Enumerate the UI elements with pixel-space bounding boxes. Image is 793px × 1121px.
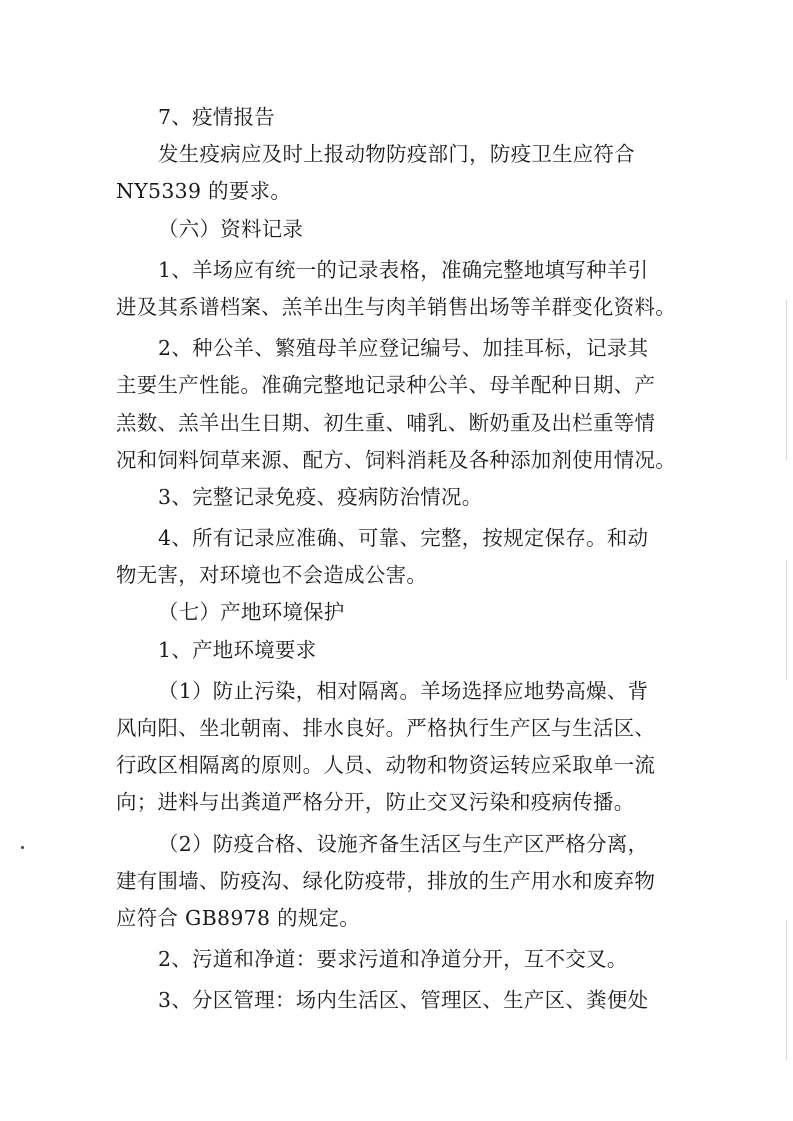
scan-edge-mark <box>786 300 787 460</box>
paragraph-line: 1、羊场应有统一的记录表格，准确完整地填写种羊引 <box>158 257 649 282</box>
paragraph-line: 向；进料与出粪道严格分开，防止交叉污染和疫病传播。 <box>116 790 635 815</box>
paragraph-line: （2）防疫合格、设施齐备生活区与生产区严格分离， <box>158 831 649 856</box>
paragraph-line: 发生疫病应及时上报动物防疫部门，防疫卫生应符合 <box>158 142 636 167</box>
paragraph-line: 2、污道和净道：要求污道和净道分开，互不交叉。 <box>158 947 628 972</box>
scan-speck <box>21 846 24 849</box>
paragraph-line: 4、所有记录应准确、可靠、完整，按规定保存。和动 <box>158 526 649 551</box>
subsection-heading-environment-requirements: 1、产地环境要求 <box>158 637 317 662</box>
paragraph-line: 物无害，对环境也不会造成公害。 <box>116 563 428 588</box>
scan-edge-mark <box>786 560 787 680</box>
subsection-heading-epidemic-report: 7、疫情报告 <box>158 105 276 129</box>
paragraph-line: 羔数、羔羊出生日期、初生重、哺乳、断奶重及出栏重等情 <box>116 410 656 435</box>
paragraph-line: （1）防止污染，相对隔离。羊场选择应地势高燥、背 <box>158 678 649 703</box>
paragraph-line: 况和饲料饲草来源、配方、饲料消耗及各种添加剂使用情况。 <box>116 447 676 472</box>
section-heading-environment: （七）产地环境保护 <box>158 600 345 625</box>
paragraph-line: 3、分区管理：场内生活区、管理区、生产区、粪便处 <box>158 988 649 1013</box>
paragraph-line: 应符合 GB8978 的规定。 <box>116 905 361 930</box>
document-body <box>116 99 686 1020</box>
scan-edge-mark <box>786 920 787 1060</box>
paragraph-line: 建有围墙、防疫沟、绿化防疫带，排放的生产用水和废弃物 <box>116 868 656 893</box>
paragraph-line: 主要生产性能。准确完整地记录种公羊、母羊配种日期、产 <box>116 373 656 398</box>
section-heading-records: （六）资料记录 <box>158 216 304 241</box>
paragraph-line: 风向阳、坐北朝南、排水良好。严格执行生产区与生活区、 <box>116 716 656 740</box>
paragraph-line: 进及其系谱档案、羔羊出生与肉羊销售出场等羊群变化资料。 <box>116 294 676 319</box>
paragraph-line: 2、种公羊、繁殖母羊应登记编号、加挂耳标，记录其 <box>158 336 649 361</box>
paragraph-line: NY5339 的要求。 <box>116 179 292 204</box>
paragraph-line: 行政区相隔离的原则。人员、动物和物资运转应采取单一流 <box>116 753 656 778</box>
paragraph-line: 3、完整记录免疫、疫病防治情况。 <box>158 484 483 509</box>
